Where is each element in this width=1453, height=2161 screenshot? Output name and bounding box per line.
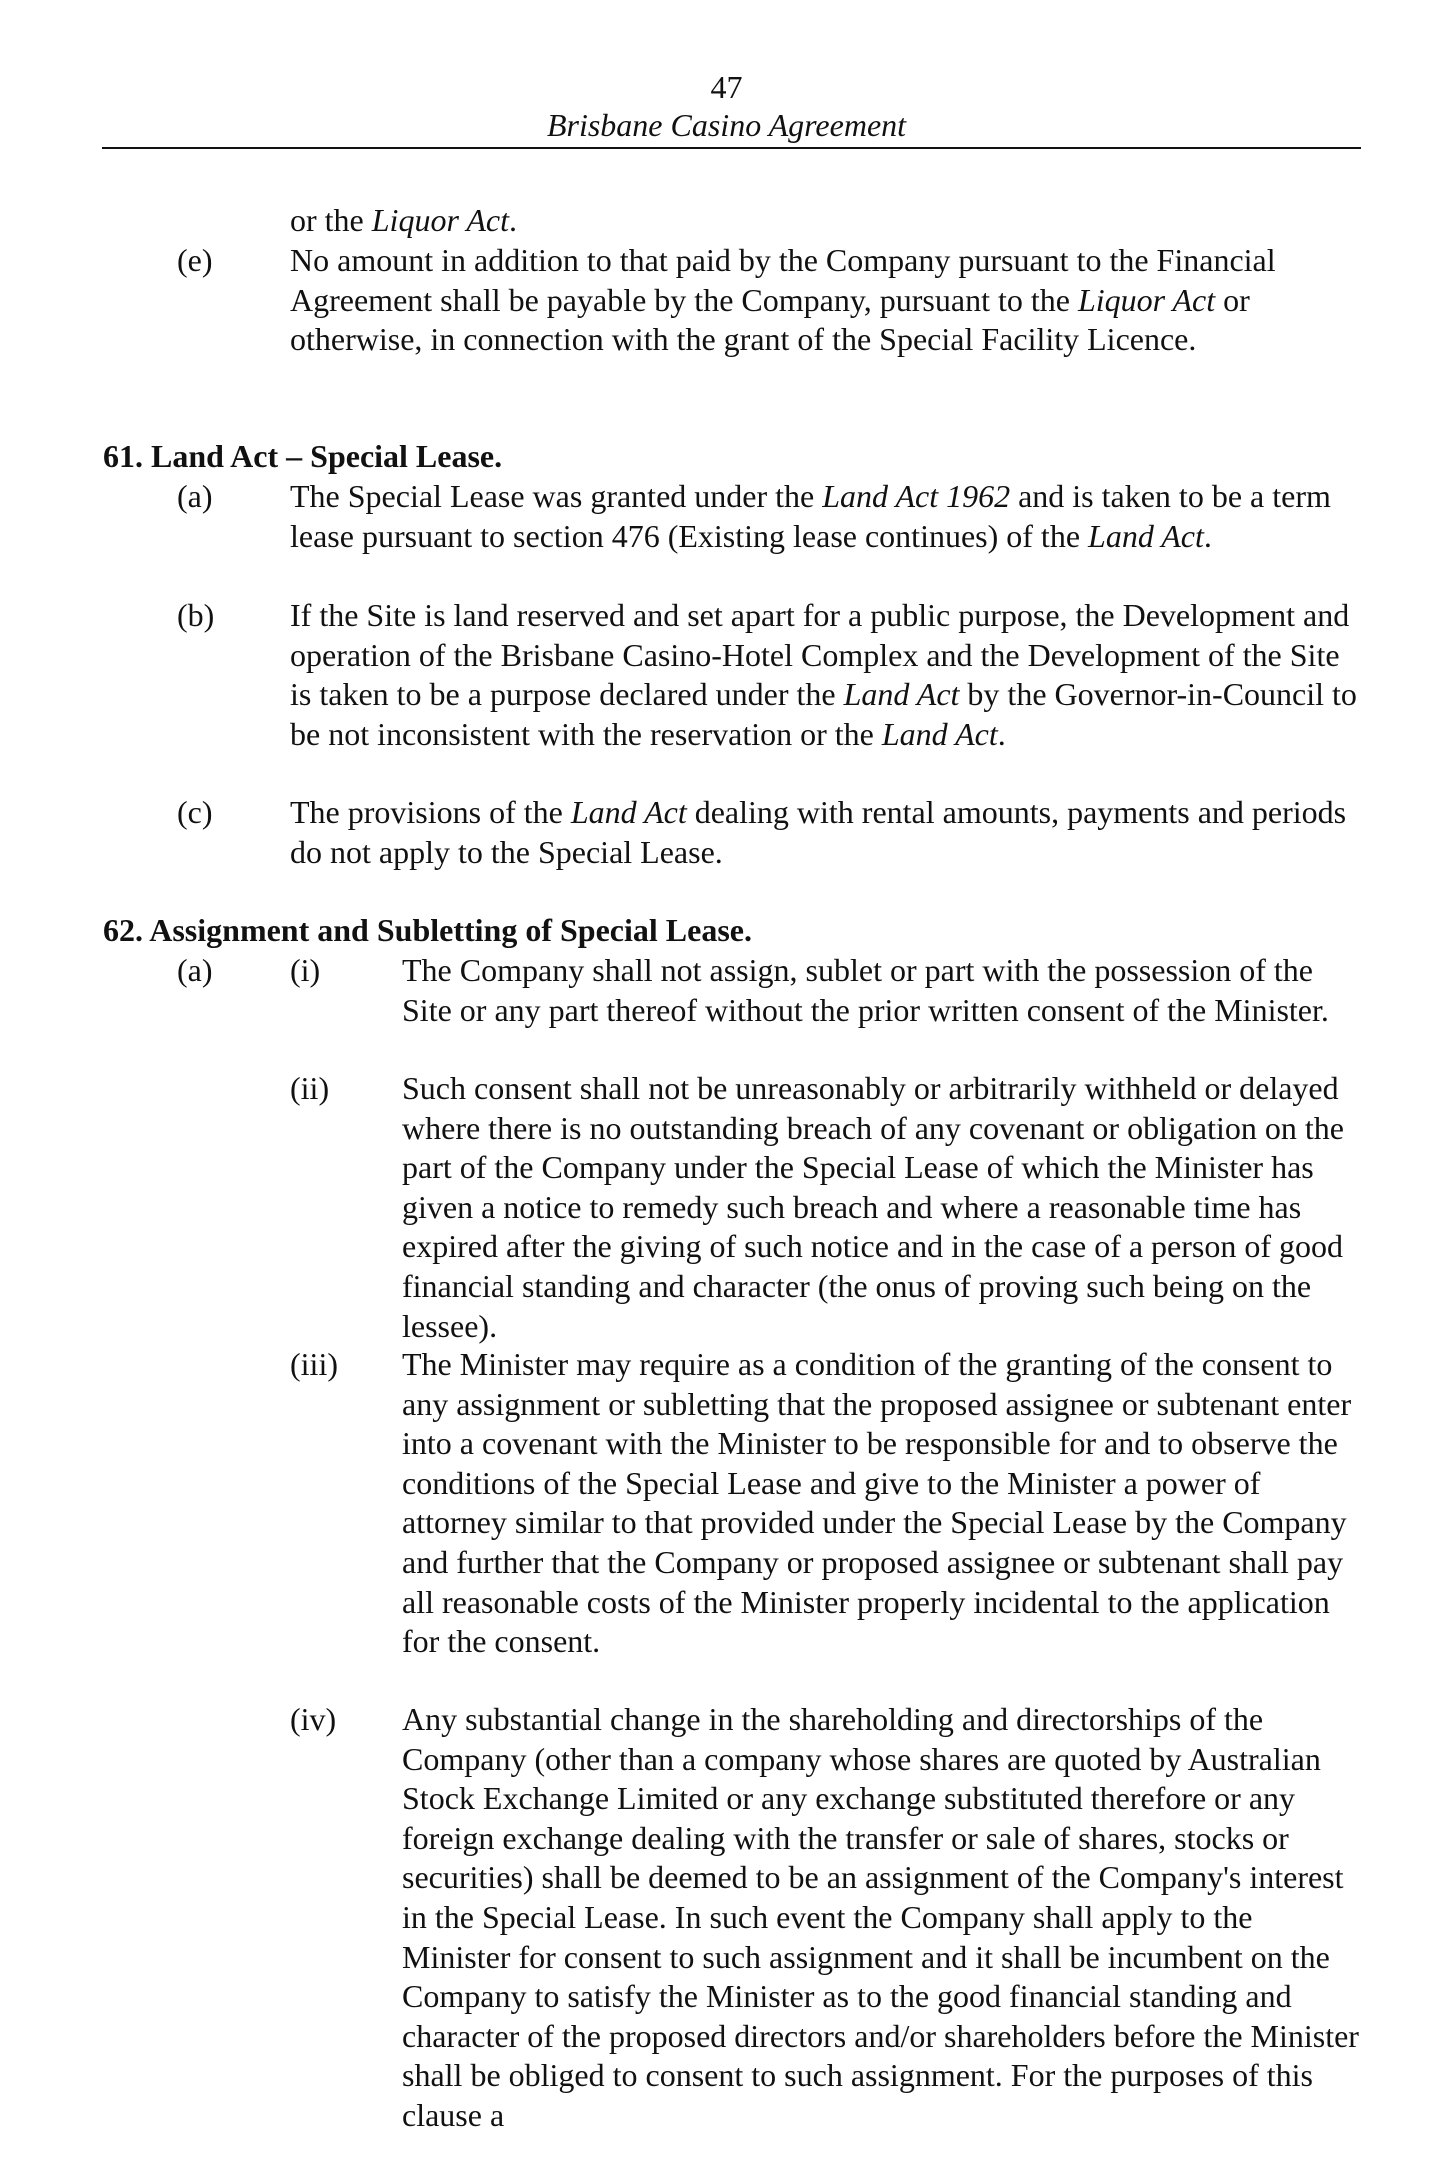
section-62-a-iii-label: (iii) xyxy=(290,1346,338,1382)
item-e-label: (e) xyxy=(177,242,213,278)
section-62-a-i-label: (i) xyxy=(290,952,321,988)
section-62-a-ii-text: Such consent shall not be unreasonably or arbitrarily withheld or delayed where there is no outstanding breach of any covenant or obligation on the part of the Company under the Special Lease of which the Minister has given a notice to remedy such breach and where a reasonable time has expired after the giving of such notice and in the case of a person of good financial standing and character (the onus of proving such being on the lessee). xyxy=(402,1070,1344,1344)
section-62-a-i-text: The Company shall not assign, sublet or part with the possession of the Site or any part thereof without the prior written consent of the Minister. xyxy=(402,952,1329,1028)
section-62-a-iii-text: The Minister may require as a condition of the granting of the consent to any assignment or subletting that the proposed assignee or subtenant enter into a covenant with the Minister to be responsible for and to observe the conditions of the Special Lease and give to the Minister a power of attorney similar to that provided under the Special Lease by the Company and further that the Company or proposed assignee or subtenant shall pay all reasonable costs of the Minister properly incidental to the application for the consent. xyxy=(402,1346,1352,1660)
section-61-b-label: (b) xyxy=(177,597,215,633)
section-62-a-label: (a) xyxy=(177,952,213,988)
section-61-c-text: The provisions of the Land Act dealing with rental amounts, payments and periods do not apply to the Special Lease. xyxy=(290,794,1347,870)
section-61-b-text: If the Site is land reserved and set apart for a public purpose, the Development and operation of the Brisbane Casino-Hotel Complex and the Development of the Site is taken to be a purpose declared under the Land Act by the Governor-in-Council to be not inconsistent with the reservation or the Land Act. xyxy=(290,597,1357,752)
section-62-a-iv-text: Any substantial change in the shareholding and directorships of the Company (other than a company whose shares are quoted by Australian Stock Exchange Limited or any exchange substituted therefore or any foreign exchange dealing with the transfer or sale of shares, stocks or securities) shall be deemed to be an assignment of the Company's interest in the Special Lease. In such event the Company shall apply to the Minister for consent to such assignment and it shall be incumbent on the Company to satisfy the Minister as to the good financial standing and character of the proposed directors and/or shareholders before the Minister shall be obliged to consent to such assignment. For the purposes of this clause a xyxy=(402,1701,1359,2133)
section-62-a-iv-label: (iv) xyxy=(290,1701,337,1737)
continuation-line: or the Liquor Act. xyxy=(290,202,517,238)
section-62-heading: 62. Assignment and Subletting of Special Lease. xyxy=(103,912,752,948)
section-61-c-label: (c) xyxy=(177,794,213,830)
item-e-text: No amount in addition to that paid by the Company pursuant to the Financial Agreement shall be payable by the Company, pursuant to the Liquor Act or otherwise, in connection with the grant of the Special Facility Licence. xyxy=(290,242,1276,358)
page-number: 47 xyxy=(710,69,743,105)
header-rule xyxy=(102,147,1361,149)
section-61-heading: 61. Land Act – Special Lease. xyxy=(103,438,503,474)
section-61-a-label: (a) xyxy=(177,478,213,514)
running-title: Brisbane Casino Agreement xyxy=(546,107,907,143)
section-62-a-ii-label: (ii) xyxy=(290,1070,330,1106)
section-61-a-text: The Special Lease was granted under the Land Act 1962 and is taken to be a term lease pursuant to section 476 (Existing lease continues) of the Land Act. xyxy=(290,478,1331,554)
